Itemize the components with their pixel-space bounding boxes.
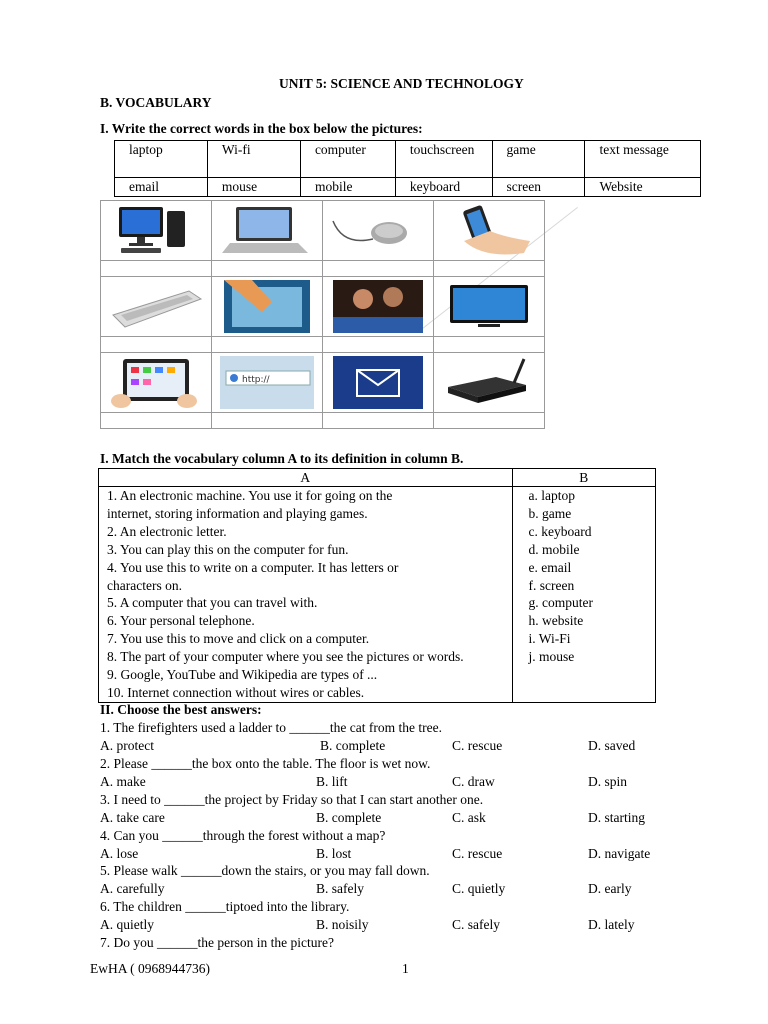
vocab-option: g. computer (528, 595, 594, 611)
definition-line: 7. You use this to move and click on a computer. (107, 631, 370, 647)
answer-option: A. carefully (100, 881, 165, 896)
answer-option: C. safely (452, 917, 500, 932)
definition-line: 6. Your personal telephone. (107, 613, 255, 629)
mouse-picture (323, 201, 433, 260)
mobile-phone-picture (434, 201, 544, 260)
vocab-option: a. laptop (528, 488, 576, 503)
answer-option: D. early (588, 881, 632, 896)
column-b (512, 487, 655, 703)
definition-line: characters on. (107, 577, 182, 593)
answer-option: B. safely (316, 881, 364, 896)
word-cell: mouse (207, 178, 300, 197)
svg-text:http://: http:// (242, 375, 270, 385)
page-number: 1 (402, 961, 409, 976)
answer-option: D. starting (588, 810, 645, 825)
answer-option: A. quietly (100, 917, 154, 932)
definition-line: 2. An electronic letter. (107, 523, 227, 539)
definition-line: 5. A computer that you can travel with. (107, 595, 318, 611)
answer-option: B. complete (316, 810, 382, 825)
word-cell: computer (300, 141, 395, 178)
word-cell: game (492, 141, 585, 178)
footer-author: EwHA ( 0968944736) (90, 961, 210, 976)
vocab-option: f. screen (528, 577, 575, 593)
question-text: 7. Do you ______the person in the picture? (100, 935, 334, 950)
answer-option: C. rescue (452, 738, 503, 753)
word-cell: Website (585, 178, 701, 197)
wifi-router-picture (434, 353, 544, 412)
definition-line: 9. Google, YouTube and Wikipedia are types of ... (107, 667, 378, 683)
answer-option: C. ask (452, 810, 486, 825)
answer-option: D. navigate (588, 846, 651, 861)
answer-option: A. protect (100, 738, 154, 753)
word-cell: touchscreen (395, 141, 492, 178)
answer-option: D. spin (588, 774, 628, 789)
definition-line: 8. The part of your computer where you see the pictures or words. (107, 649, 464, 665)
question-text: 6. The children ______tiptoed into the library. (100, 899, 350, 914)
answer-option: B. lift (316, 774, 348, 789)
screen-picture (434, 277, 544, 336)
column-b-header: B (512, 469, 655, 487)
keyboard-picture (101, 277, 211, 336)
definition-line: 1. An electronic machine. You use it for going on the (107, 488, 393, 503)
word-cell: text message (585, 141, 701, 178)
answer-option: D. lately (588, 917, 635, 932)
vocab-option: h. website (528, 613, 584, 629)
answer-option: D. saved (588, 738, 636, 753)
word-cell: laptop (115, 141, 208, 178)
page-title: UNIT 5: SCIENCE AND TECHNOLOGY (279, 76, 524, 91)
section-heading: B. VOCABULARY (100, 95, 212, 110)
definition-line: 3. You can play this on the computer for fun. (107, 541, 349, 557)
vocab-option: c. keyboard (528, 523, 592, 539)
definition-line: internet, storing information and playing games. (107, 505, 368, 521)
answer-option: C. rescue (452, 846, 503, 861)
picture-grid (100, 200, 545, 429)
answer-option: B. noisily (316, 917, 369, 932)
definition-line: 4. You use this to write on a computer. It has letters or (107, 559, 399, 575)
email-picture (323, 353, 433, 412)
word-cell: email (115, 178, 208, 197)
exercise1-heading: I. Write the correct words in the box below the pictures: (100, 121, 423, 136)
answer-option: C. quietly (452, 881, 506, 896)
question-text: 4. Can you ______through the forest without a map? (100, 828, 386, 843)
game-picture (323, 277, 433, 336)
answer-option: B. lost (316, 846, 352, 861)
question-text: 3. I need to ______the project by Friday so that I can start another one. (100, 792, 484, 807)
definition-line: 10. Internet connection without wires or cables. (107, 684, 365, 700)
question-text: 5. Please walk ______down the stairs, or you may fall down. (100, 863, 430, 878)
answer-option: C. draw (452, 774, 495, 789)
word-box (114, 140, 701, 197)
vocab-option: i. Wi-Fi (528, 631, 571, 647)
vocab-option: b. game (528, 505, 572, 521)
exercise3-heading: II. Choose the best answers: (100, 702, 262, 717)
touchscreen-picture (212, 277, 322, 336)
word-cell: mobile (300, 178, 395, 197)
answer-option: A. take care (100, 810, 165, 825)
tablet-picture (101, 353, 211, 412)
column-a-header: A (99, 469, 513, 487)
laptop-picture (212, 201, 322, 260)
word-cell: keyboard (395, 178, 492, 197)
word-cell: screen (492, 178, 585, 197)
column-a (99, 487, 513, 703)
question-text: 1. The firefighters used a ladder to ______the cat from the tree. (100, 720, 443, 735)
vocab-option: d. mobile (528, 541, 580, 557)
website-picture (212, 353, 322, 412)
vocab-option: j. mouse (528, 649, 575, 665)
answer-option: B. complete (320, 738, 386, 753)
answer-option: A. make (100, 774, 146, 789)
exercise2-heading: I. Match the vocabulary column A to its definition in column B. (100, 451, 464, 466)
question-text: 2. Please ______the box onto the table. The floor is wet now. (100, 756, 431, 771)
word-cell: Wi-fi (207, 141, 300, 178)
vocab-option: e. email (528, 559, 572, 575)
desktop-computer-picture (101, 201, 211, 260)
answer-option: A. lose (100, 846, 139, 861)
match-table (98, 468, 656, 703)
